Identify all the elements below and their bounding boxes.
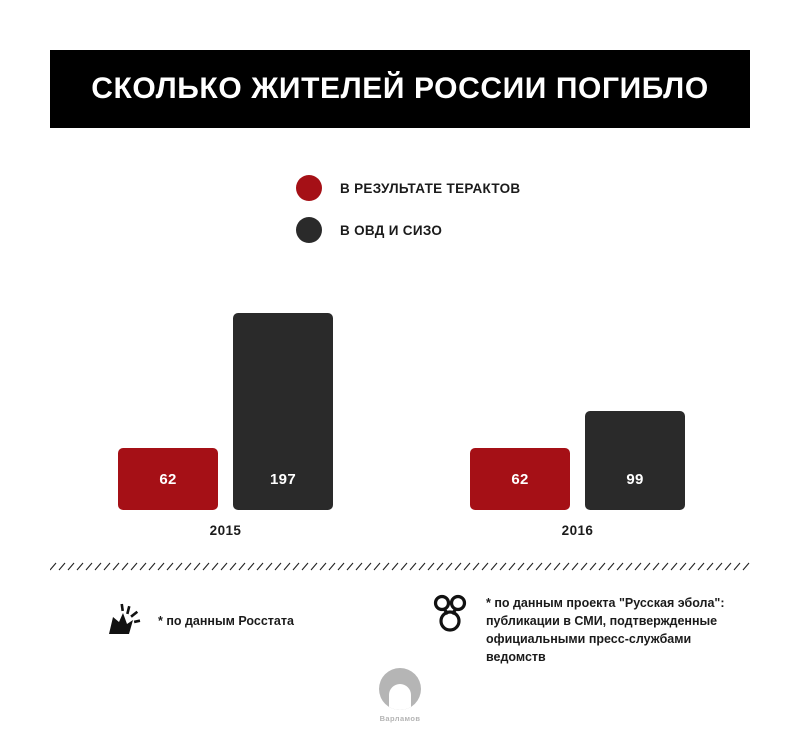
axis-label-2016: 2016 (561, 523, 594, 538)
legend-item-terror (296, 175, 520, 201)
bar-value-label: 62 (511, 471, 529, 488)
bar-group-2015 (118, 280, 333, 510)
bar-value-label: 197 (270, 471, 296, 488)
footnote-russian-ebola (428, 592, 736, 667)
bar-2015-terror (118, 448, 218, 510)
dashed-divider (50, 562, 750, 572)
bar-value-label: 62 (159, 471, 177, 488)
bar-value-label: 99 (626, 471, 644, 488)
legend-dot-icon (296, 217, 322, 243)
legend-label-terror: В РЕЗУЛЬТАТЕ ТЕРАКТОВ (340, 180, 521, 196)
footnote-rosstat (100, 600, 294, 644)
bar-chart (0, 280, 800, 550)
footnote-text: * по данным Росстата (158, 614, 294, 628)
footnote-text: * по данным проекта "Русская эбола": публикации в СМИ, подтвержденные официальными пресс-службами ведомств (486, 596, 725, 665)
bar-group-2016 (470, 280, 685, 510)
bar-2015-custody (233, 313, 333, 510)
logo-text: Варламов (379, 714, 421, 723)
explosion-icon (100, 600, 144, 644)
varlamov-avatar-icon (379, 668, 421, 710)
logo (379, 668, 421, 723)
handcuffs-icon (428, 592, 472, 636)
legend-item-custody (296, 217, 520, 243)
legend-label-custody: В ОВД И СИЗО (340, 222, 443, 238)
axis-label-2015: 2015 (209, 523, 242, 538)
bar-2016-custody (585, 411, 685, 510)
bar-2016-terror (470, 448, 570, 510)
title-banner (50, 50, 750, 128)
page-title: СКОЛЬКО ЖИТЕЛЕЙ РОССИИ ПОГИБЛО (91, 72, 709, 105)
legend-dot-icon (296, 175, 322, 201)
chart-legend (296, 175, 520, 243)
